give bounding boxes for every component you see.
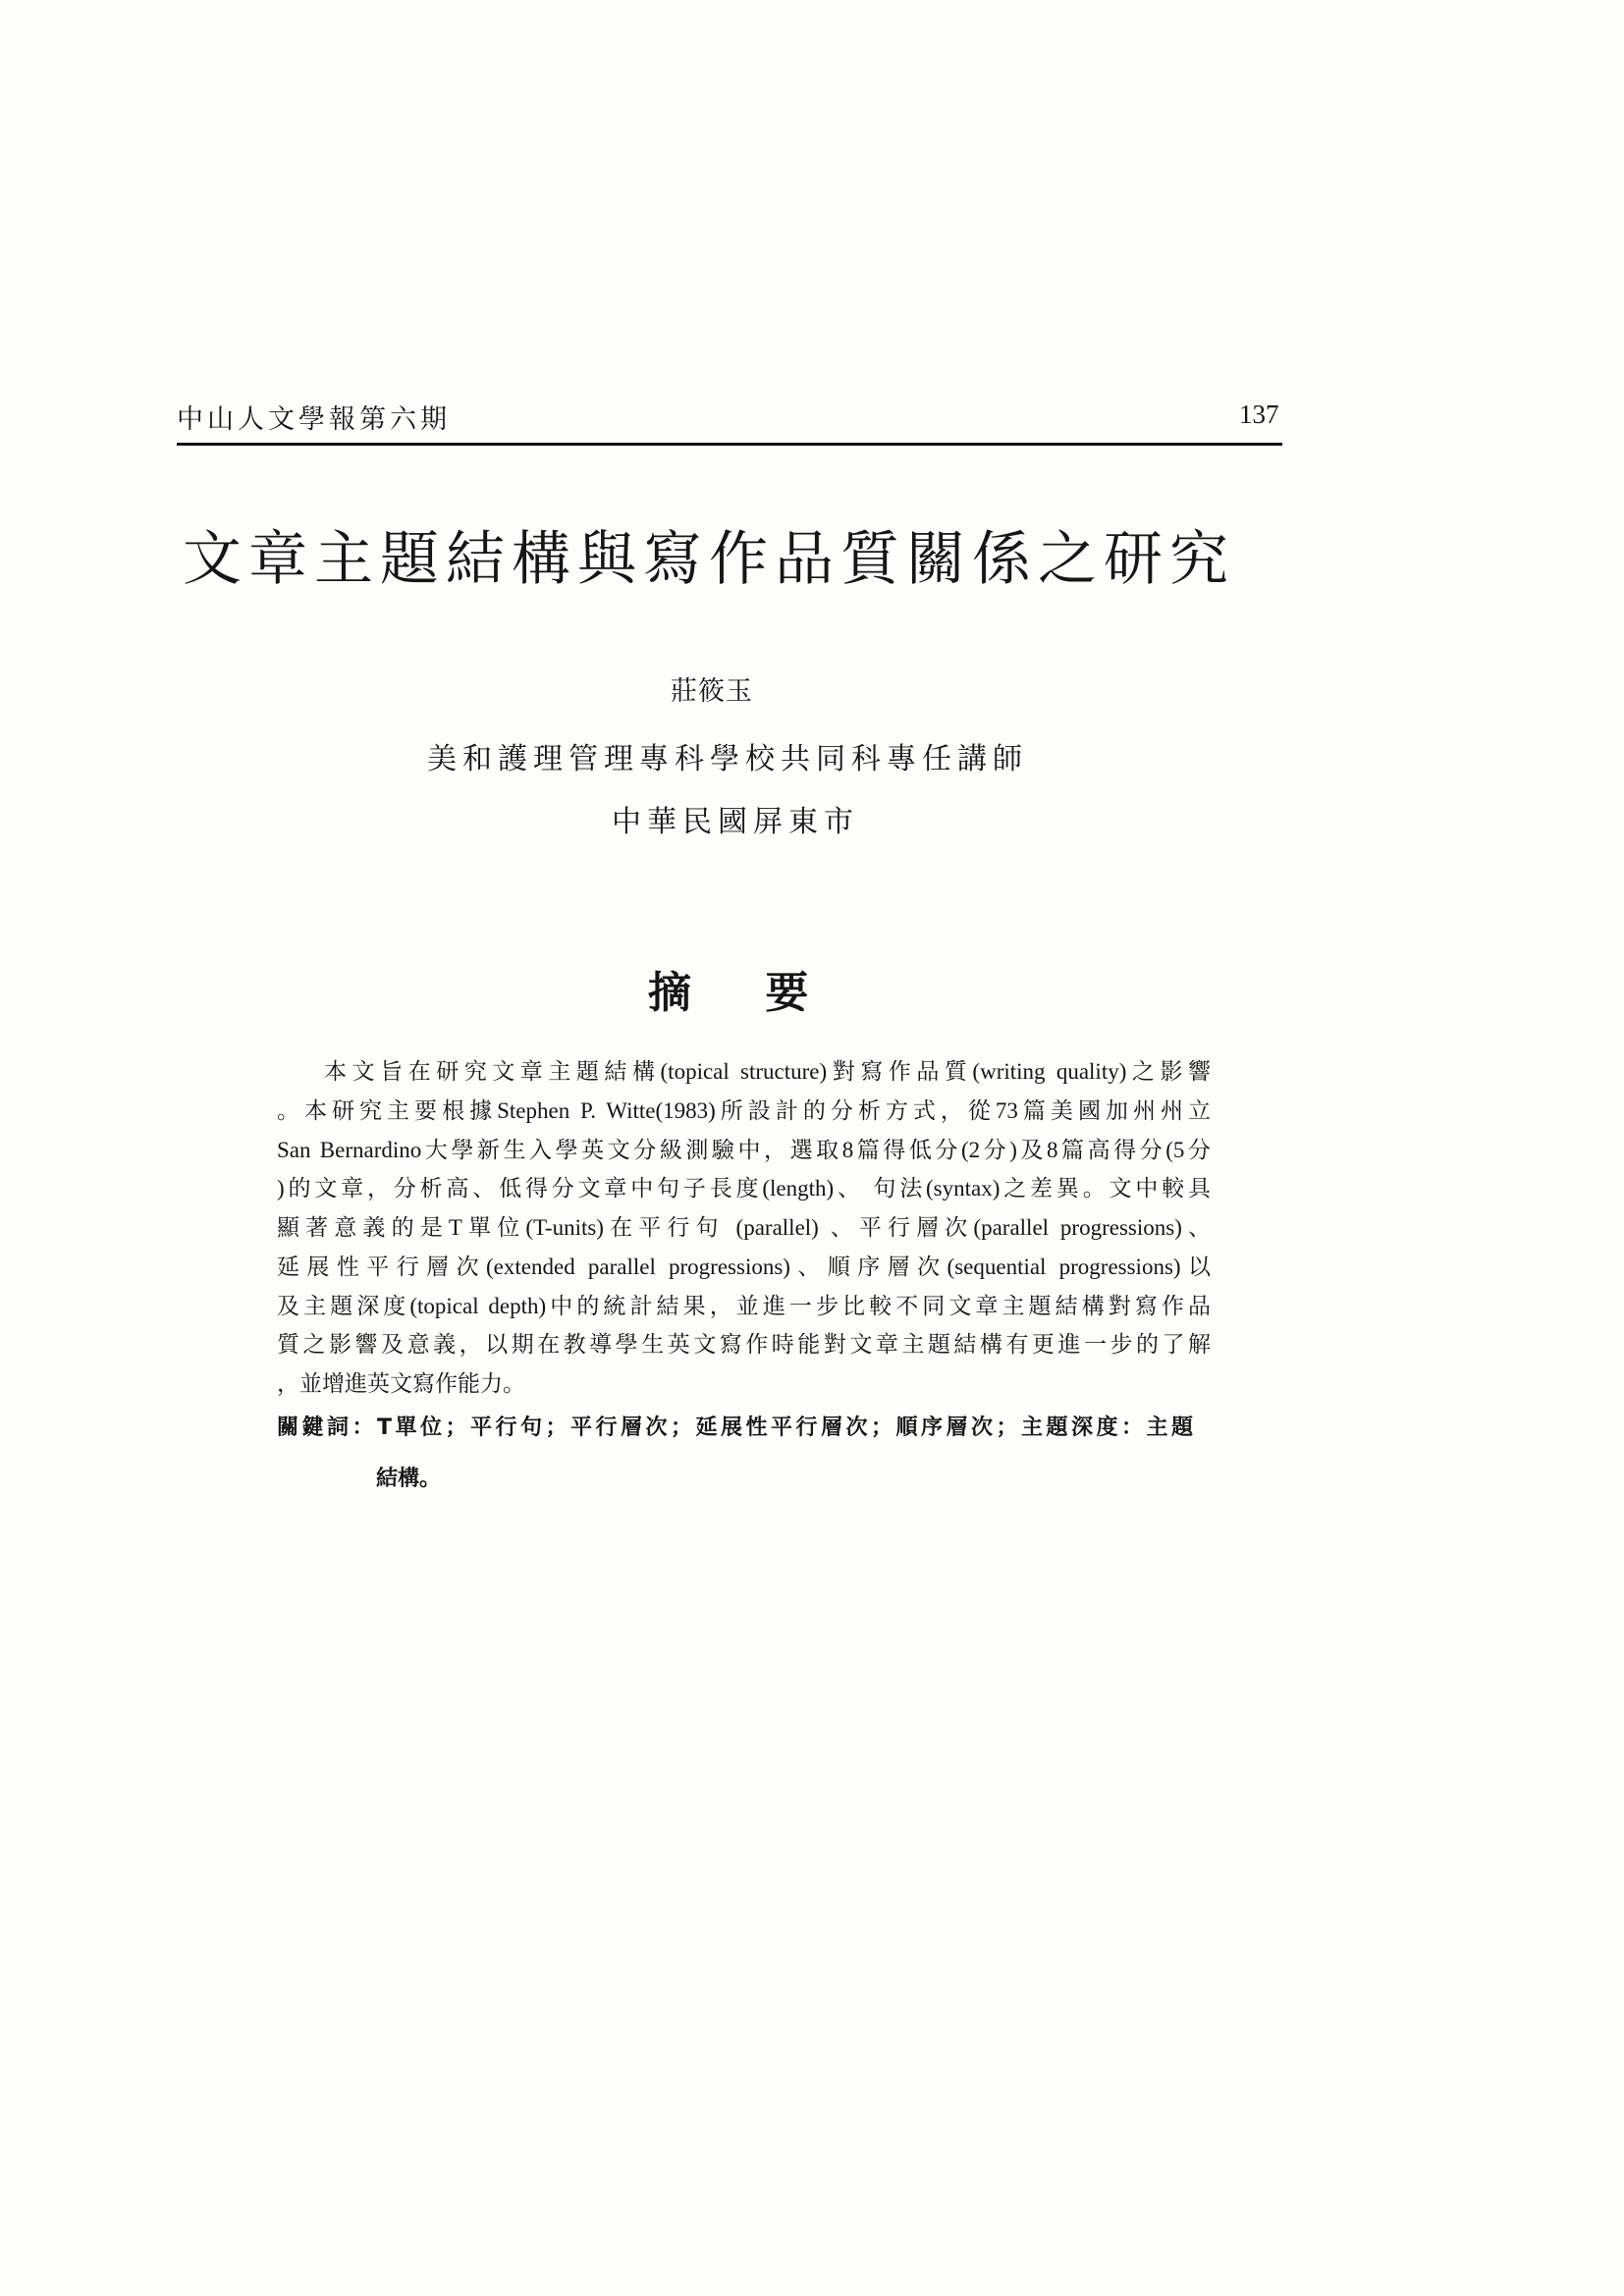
abstract-line: 延展性平行層次(extended parallel progressions)、順序層次(sequential progressions)以 xyxy=(277,1254,1211,1279)
abstract-line: 本文旨在研究文章主題結構(topical structure)對寫作品質(writing quality)之影響 xyxy=(324,1059,1211,1084)
abstract-heading: 摘 要 xyxy=(648,968,839,1018)
abstract-line: San Bernardino大學新生入學英文分級測驗中，選取8篇得低分(2分)及8篇高得分(5分 xyxy=(277,1137,1211,1162)
header-rule xyxy=(177,443,1282,446)
keywords-line: 結構。 xyxy=(376,1467,442,1491)
paper-title: 文章主題結構與寫作品質關係之研究 xyxy=(183,525,1235,594)
page-number: 137 xyxy=(1239,400,1279,429)
abstract-line: ，並增進英文寫作能力。 xyxy=(277,1371,525,1396)
author-affiliation: 美和護理管理專科學校共同科專任講師 xyxy=(427,742,1028,776)
abstract-line: 顯著意義的是T單位(T-units)在平行句 (parallel) 、平行層次(parallel progressions)、 xyxy=(277,1215,1211,1240)
abstract-line: 。本研究主要根據Stephen P. Witte(1983)所設計的分析方式，從73篇美國加州州立 xyxy=(277,1097,1211,1123)
abstract-line: 質之影響及意義，以期在教導學生英文寫作時能對文章主題結構有更進一步的了解 xyxy=(277,1332,1211,1358)
abstract-body xyxy=(277,1052,1211,1404)
journal-name: 中山人文學報第六期 xyxy=(177,404,451,435)
author-location: 中華民國屏東市 xyxy=(612,805,859,839)
keywords-line: 關鍵詞：T單位；平行句；平行層次；延展性平行層次；順序層次；主題深度：主題 xyxy=(277,1415,1193,1440)
author-name: 莊筱玉 xyxy=(671,676,753,707)
abstract-line: )的文章，分析高、低得分文章中句子長度(length)、 句法(syntax)之差異。文中較具 xyxy=(277,1176,1211,1201)
abstract-line: 及主題深度(topical depth)中的統計結果，並進一步比較不同文章主題結構對寫作品 xyxy=(277,1293,1211,1318)
